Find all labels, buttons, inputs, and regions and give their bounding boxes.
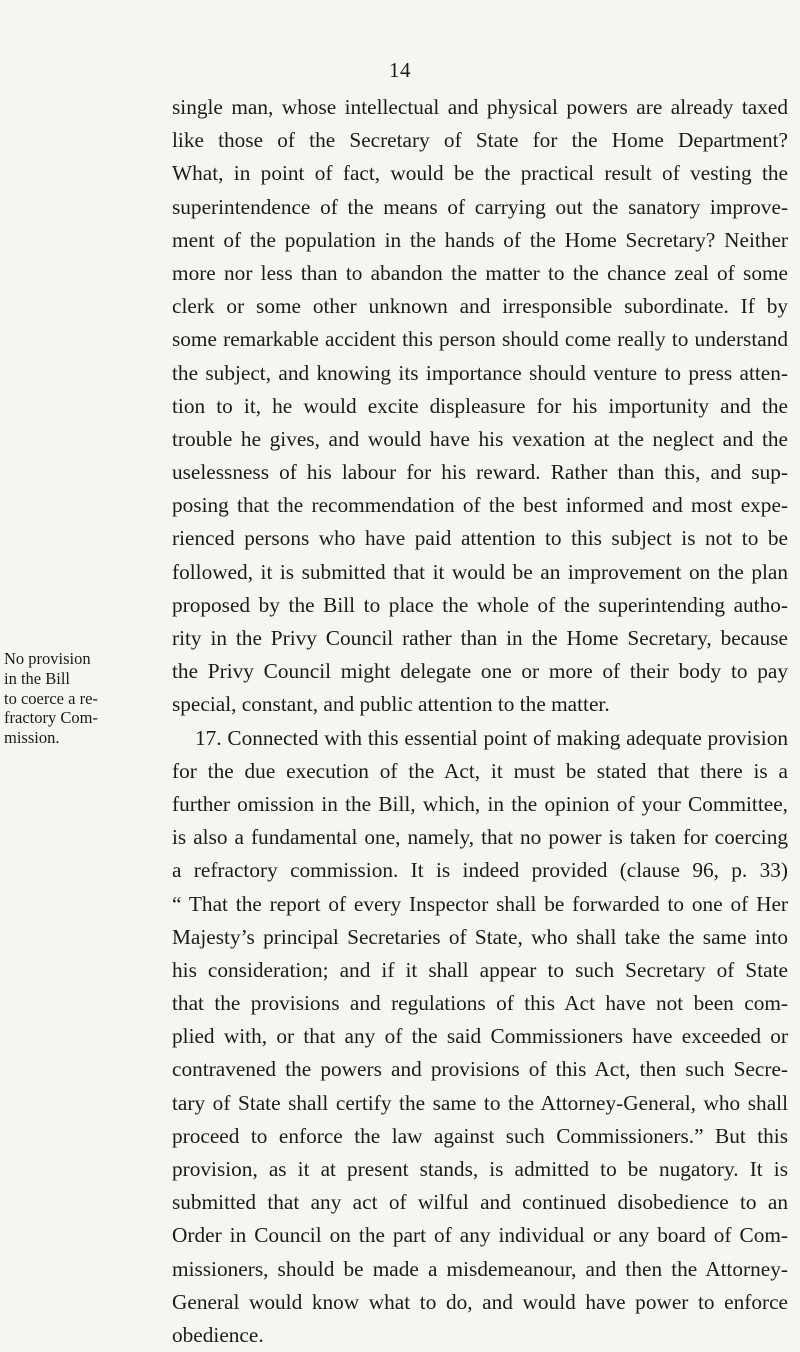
text-line: single man, whose intellectual and physical powers are already taxed: [172, 95, 788, 119]
text-line: superintendence of the means of carrying out the sanatory improve-: [172, 194, 788, 219]
text-line: proposed by the Bill to place the whole of the superintending autho-: [172, 592, 788, 617]
text-line: rity in the Privy Council rather than in the Home Secretary, because: [172, 626, 788, 650]
text-line: ment of the population in the hands of the Home Secretary? Neither: [172, 227, 788, 252]
text-line: for the due execution of the Act, it must be stated that there is a: [172, 758, 788, 783]
text-line: the subject, and knowing its importance should venture to press atten-: [172, 360, 788, 385]
text-line: more nor less than to abandon the matter to the chance zeal of some: [172, 260, 788, 285]
text-line: special, constant, and public attention to the matter.: [172, 692, 610, 717]
text-line: further omission in the Bill, which, in the opinion of your Committee,: [172, 791, 788, 816]
text-line: contravened the powers and provisions of this Act, then such Secre-: [172, 1057, 788, 1082]
text-line: missioners, should be made a misdemeanour, and then the Attorney-: [172, 1256, 788, 1281]
text-line: his consideration; and if it shall appear to such Secretary of State: [172, 957, 788, 982]
marginal-note-line: in the Bill: [4, 668, 70, 688]
marginal-note-line: fractory Com-: [4, 708, 98, 728]
text-line: “ That the report of every Inspector shall be forwarded to one of Her: [172, 891, 788, 916]
text-line: tary of State shall certify the same to the Attorney-General, who shall: [172, 1090, 788, 1115]
page-number: 14: [389, 58, 411, 82]
paragraph-17-first-line: 17. Connected with this essential point of making adequate provision: [195, 725, 788, 750]
text-line: trouble he gives, and would have his vexation at the neglect and the: [172, 426, 788, 451]
text-line: a refractory commission. It is indeed provided (clause 96, p. 33): [172, 858, 788, 883]
marginal-note-line: No provision: [4, 649, 91, 668]
text-line: some remarkable accident this person should come really to understand: [172, 327, 788, 352]
marginal-note-line: to coerce a re-: [4, 688, 98, 708]
text-line: plied with, or that any of the said Commissioners have exceeded or: [172, 1024, 788, 1049]
text-line: What, in point of fact, would be the practical result of vesting the: [172, 161, 788, 186]
body-text: [172, 91, 788, 1352]
text-line: posing that the recommendation of the best informed and most expe-: [172, 493, 788, 518]
text-line: provision, as it at present stands, is admitted to be nugatory. It is: [172, 1157, 788, 1181]
text-line: tion to it, he would excite displeasure for his importunity and the: [172, 393, 788, 418]
text-line: like those of the Secretary of State for the Home Department?: [172, 128, 788, 153]
text-line: Majesty’s principal Secretaries of State, who shall take the same into: [172, 924, 788, 949]
text-line: proceed to enforce the law against such Commissioners.” But this: [172, 1123, 788, 1148]
marginal-note-line: mission.: [4, 728, 60, 748]
text-line: Order in Council on the part of any individual or any board of Com-: [172, 1223, 788, 1248]
marginal-note: [4, 649, 169, 748]
text-line: rienced persons who have paid attention to this subject is not to be: [172, 526, 788, 551]
text-line: clerk or some other unknown and irresponsible subordinate. If by: [172, 294, 788, 319]
text-line: General would know what to do, and would have power to enforce: [172, 1289, 788, 1314]
text-line: is also a fundamental one, namely, that no power is taken for coercing: [172, 825, 788, 850]
text-line: submitted that any act of wilful and continued disobedience to an: [172, 1190, 788, 1215]
text-line: obedience.: [172, 1322, 264, 1347]
text-line: followed, it is submitted that it would be an improvement on the plan: [172, 559, 788, 584]
text-line: uselessness of his labour for his reward. Rather than this, and sup-: [172, 460, 788, 485]
text-line: the Privy Council might delegate one or more of their body to pay: [172, 659, 788, 684]
text-line: that the provisions and regulations of this Act have not been com-: [172, 991, 788, 1016]
